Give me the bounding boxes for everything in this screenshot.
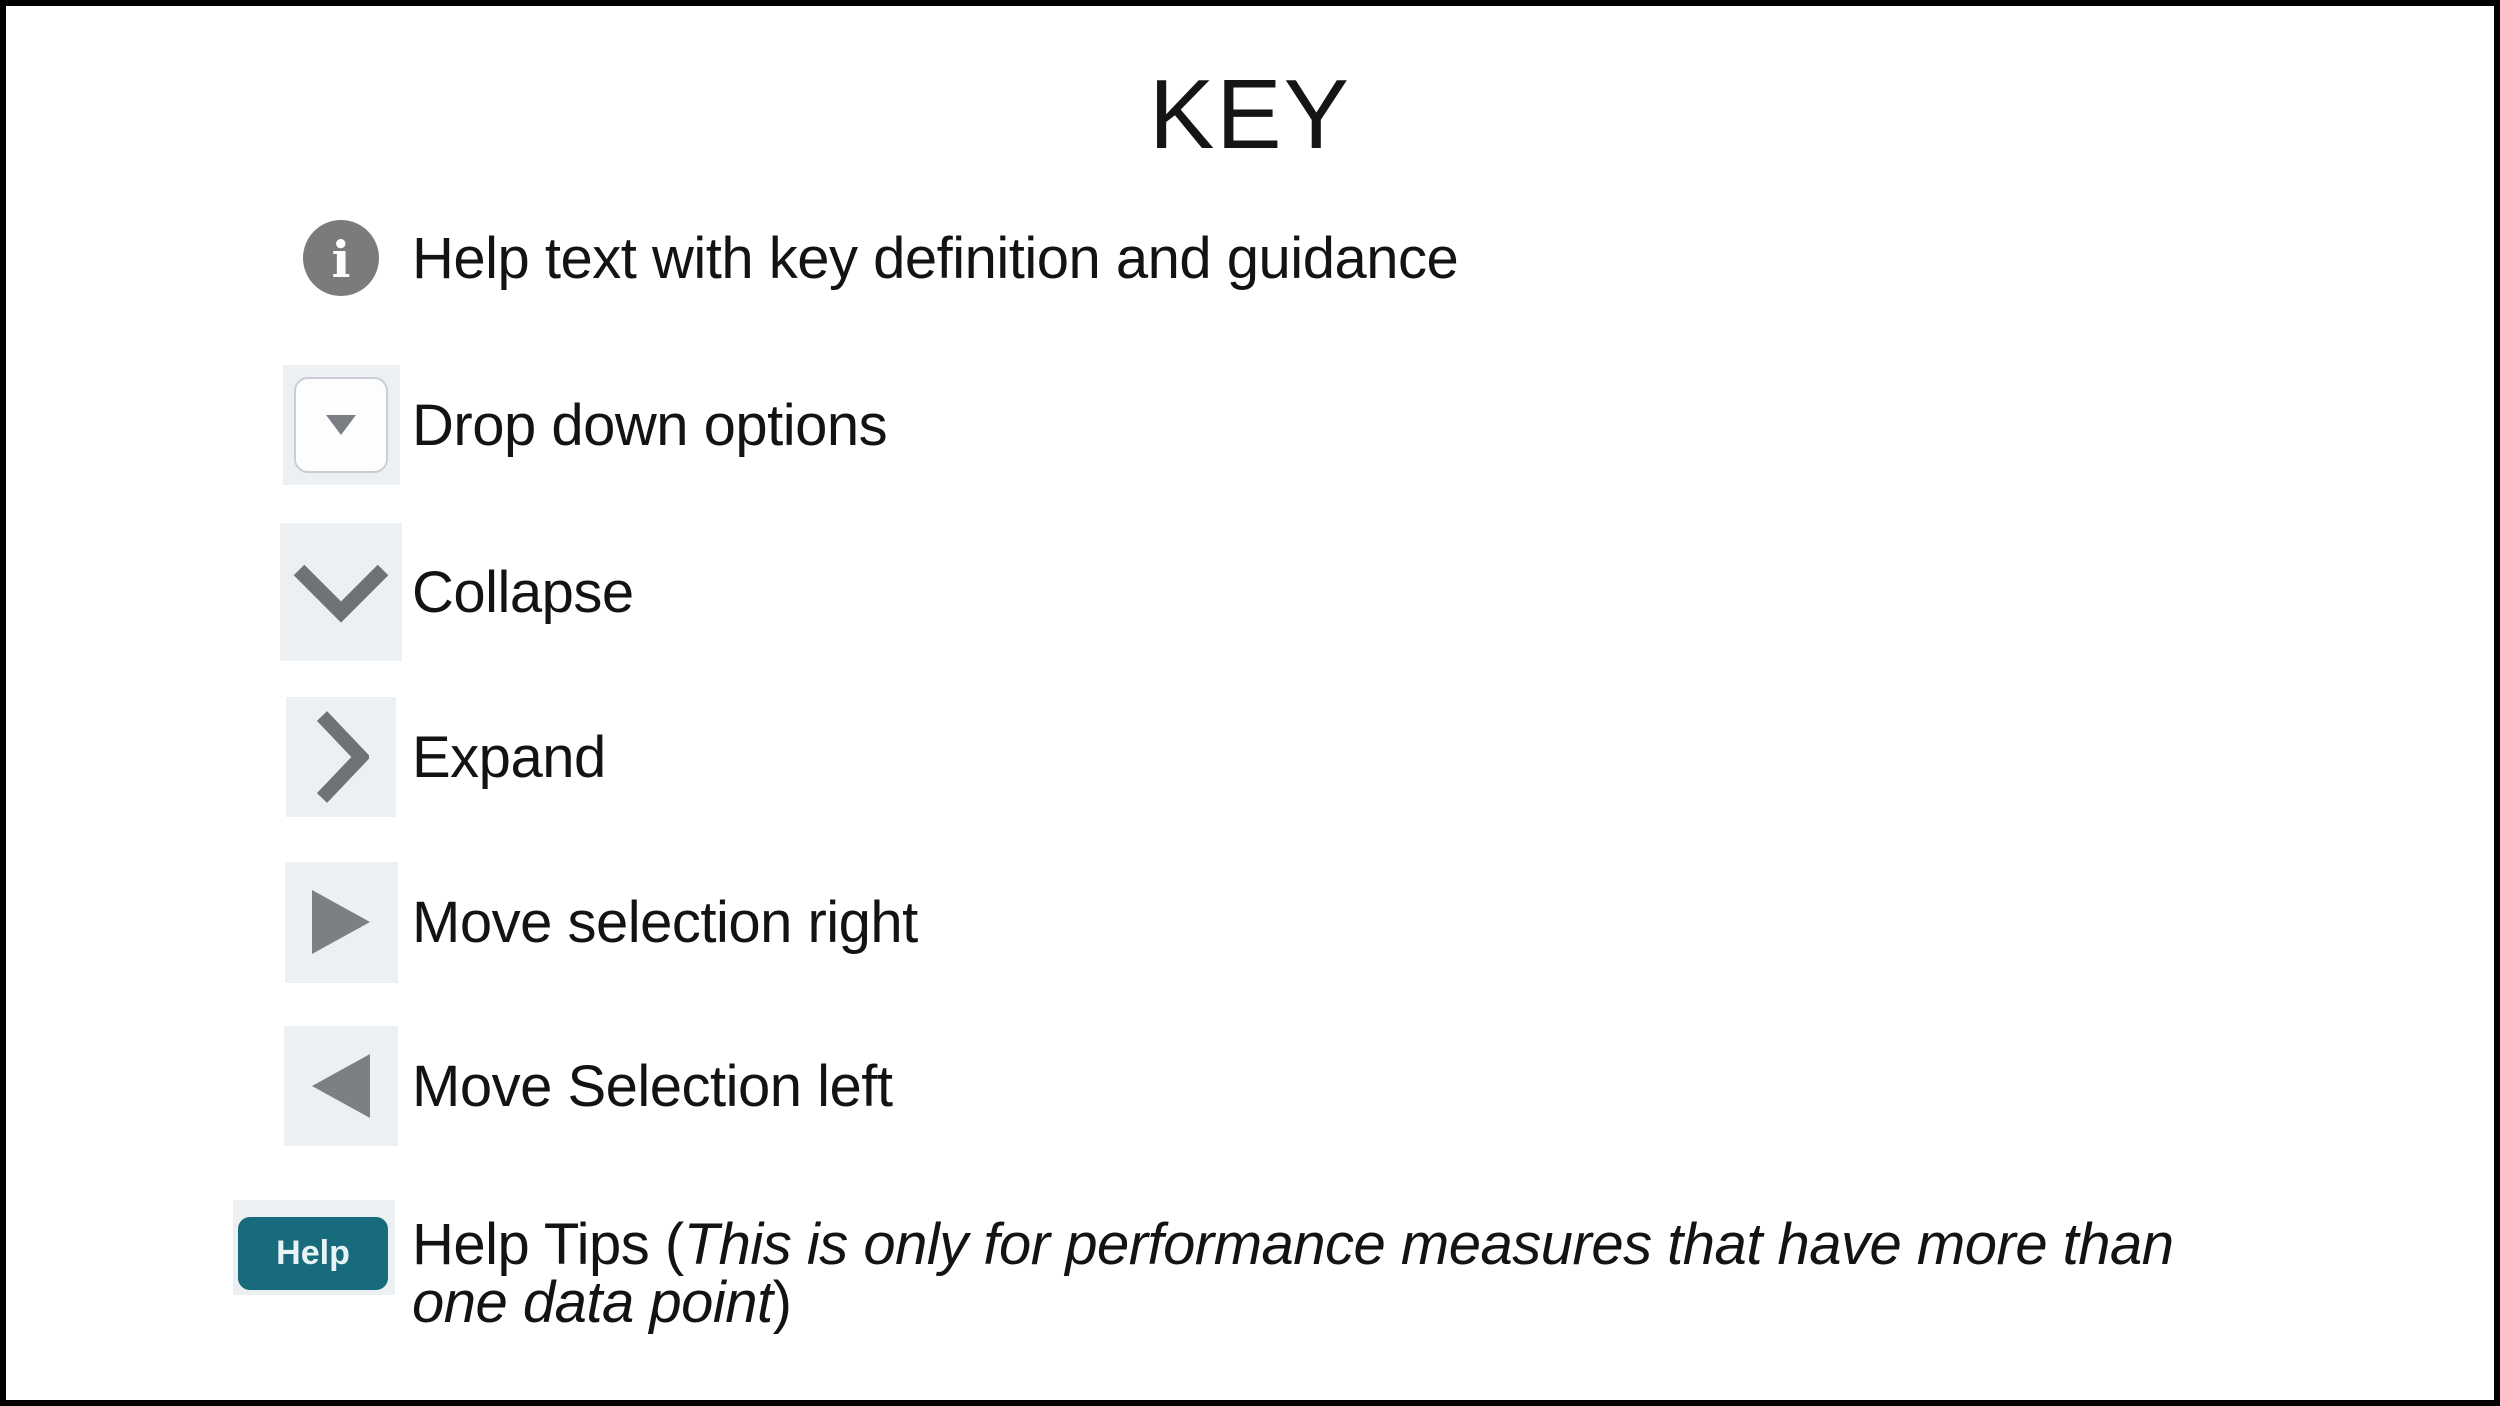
help-tips-prefix: Help Tips ( <box>412 1212 684 1277</box>
collapse-chevron-icon <box>289 560 393 624</box>
icon-background-box <box>283 365 400 485</box>
legend-row-help-text <box>270 198 1458 318</box>
icon-cell <box>270 1026 412 1146</box>
legend-label-help-text: Help text with key definition and guidance <box>412 225 1459 291</box>
collapse-button[interactable] <box>280 523 402 661</box>
dropdown-button[interactable] <box>294 377 388 473</box>
icon-cell <box>270 697 412 817</box>
legend-row-move-right <box>270 860 918 984</box>
legend-row-help-tips <box>233 1200 2174 1335</box>
legend-label-help-tips <box>412 1212 2174 1335</box>
icon-cell <box>270 523 412 661</box>
legend-label-move-left: Move Selection left <box>412 1053 893 1119</box>
legend-label-expand: Expand <box>412 724 606 790</box>
page-title: KEY <box>1148 59 1352 169</box>
help-button[interactable]: Help <box>238 1217 388 1290</box>
icon-cell <box>270 365 412 485</box>
move-left-button[interactable] <box>284 1026 398 1146</box>
expand-chevron-icon <box>313 707 369 807</box>
move-right-button[interactable] <box>285 862 398 983</box>
help-tips-suffix: ) <box>772 1270 792 1335</box>
legend-row-move-left <box>270 1024 893 1148</box>
icon-cell <box>270 862 412 983</box>
help-tips-italic-line1: This is only for performance measures that have more than <box>683 1212 2174 1277</box>
info-icon <box>303 220 379 296</box>
legend-label-dropdown: Drop down options <box>412 392 888 458</box>
move-left-triangle-icon <box>312 1054 370 1118</box>
expand-button[interactable] <box>286 697 396 817</box>
icon-background-box <box>233 1200 395 1295</box>
help-tips-italic-line2: one data point <box>412 1270 773 1335</box>
move-right-triangle-icon <box>312 890 370 954</box>
svg-text:i: i <box>331 230 351 289</box>
legend-row-dropdown <box>270 363 887 487</box>
legend-label-move-right: Move selection right <box>412 889 918 955</box>
chevron-down-icon <box>326 415 356 435</box>
legend-row-expand <box>270 695 606 819</box>
legend-label-collapse: Collapse <box>412 559 634 625</box>
icon-cell <box>270 220 412 296</box>
info-icon-glyph <box>303 220 379 296</box>
legend-row-collapse <box>270 522 634 662</box>
